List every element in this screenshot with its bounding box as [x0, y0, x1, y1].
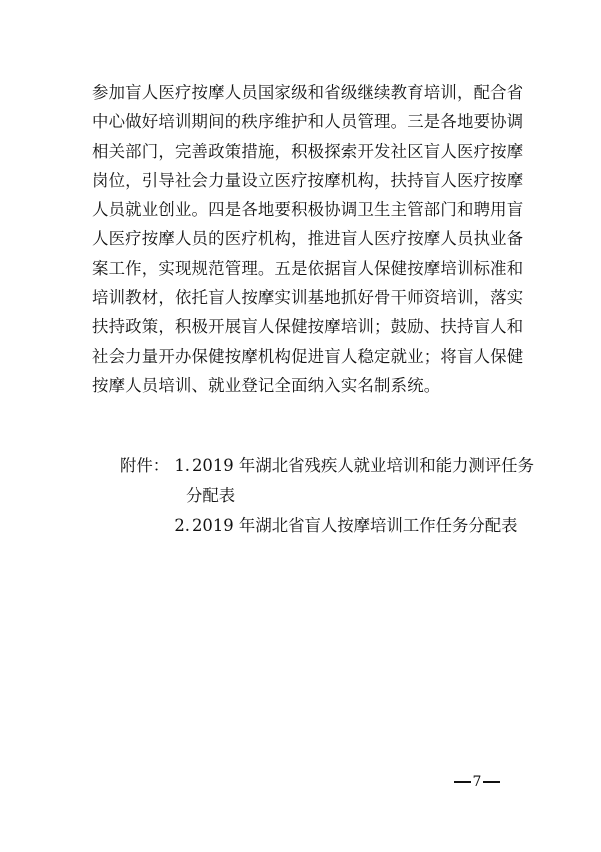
paragraph-line: 人员就业创业。四是各地要积极协调卫生主管部门和聘用盲: [92, 200, 524, 220]
attachment-number: 2.: [174, 516, 190, 535]
paragraph-line: 培训教材，依托盲人按摩实训基地抓好骨干师资培训，落实: [92, 288, 524, 308]
paragraph-line: 案工作，实现规范管理。五是依据盲人保健按摩培训标准和: [92, 258, 524, 278]
paragraph-line: 按摩人员培训、就业登记全面纳入实名制系统。: [92, 375, 441, 395]
page-number-dash-right: [483, 781, 500, 783]
paragraph-line: 参加盲人医疗按摩人员国家级和省级继续教育培训，配合省: [92, 83, 524, 102]
paragraph-line: 相关部门，完善政策措施，积极探索开发社区盲人医疗按摩: [92, 141, 524, 161]
attachments-label: 附件：: [120, 456, 170, 475]
page-number: [448, 772, 506, 792]
attachment-number: 1.: [174, 456, 190, 475]
paragraph-line: 中心做好培训期间的秩序维护和人员管理。三是各地要协调: [92, 112, 524, 132]
page-number-dash-left: [454, 781, 471, 783]
body-paragraph: [92, 78, 522, 400]
attachments-list: [120, 451, 540, 541]
paragraph-line: 人医疗按摩人员的医疗机构，推进盲人医疗按摩人员执业备: [92, 229, 524, 249]
attachment-title: 2019 年湖北省盲人按摩培训工作任务分配表: [192, 516, 518, 535]
attachment-item: [120, 451, 540, 481]
attachment-title-continuation: 分配表: [186, 486, 236, 505]
attachment-title-continuation-row: [120, 481, 540, 511]
attachment-title: 2019 年湖北省残疾人就业培训和能力测评任务: [192, 456, 534, 475]
paragraph-line: 社会力量开办保健按摩机构促进盲人稳定就业；将盲人保健: [92, 346, 524, 366]
page-number-value: 7: [472, 774, 482, 790]
paragraph-line: 岗位，引导社会力量设立医疗按摩机构，扶持盲人医疗按摩: [92, 170, 524, 190]
attachment-item: [120, 511, 540, 541]
paragraph-line: 扶持政策，积极开展盲人保健按摩培训；鼓励、扶持盲人和: [92, 317, 524, 337]
